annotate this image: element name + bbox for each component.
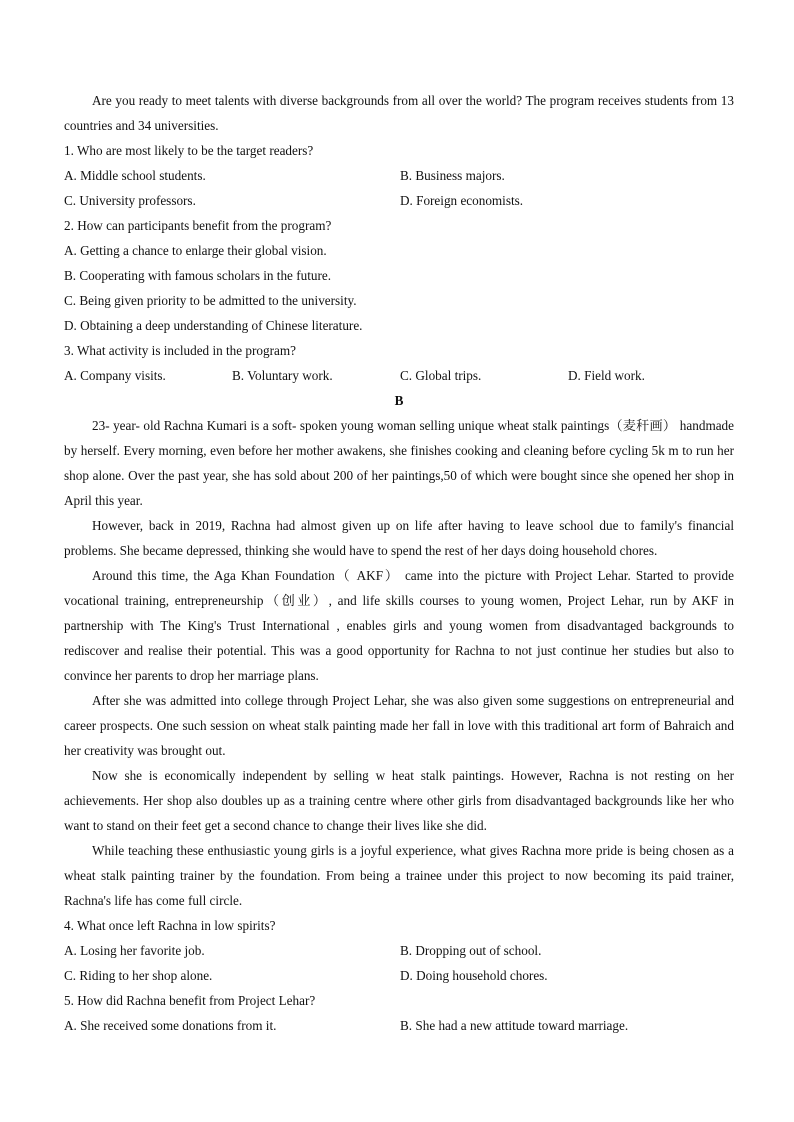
question-1-option-a: A. Middle school students. bbox=[64, 168, 206, 183]
question-5-option-b: B. She had a new attitude toward marriage. bbox=[400, 1018, 629, 1033]
passage-b-paragraph-3: Around this time, the Aga Khan Foundation（ AKF） came into the picture with Project Lehar. Started to provide vocational training, entrepreneurship（创业）, and life skills courses to young women, Project Lehar, run by AKF in partnership with The King's Trust International , enables girls and young women from disadvantaged backgrounds to rediscover and realise their potential. This was a good opportunity for Rachna to not just continue her studies but also to convince her parents to drop her marriage plans. bbox=[64, 568, 734, 683]
passage-b-paragraph-5: Now she is economically independent by selling w heat stalk paintings. However, Rachna is not resting on her achievements. Her shop also doubles up as a training centre where other girls from disadvantaged backgrounds like her who want to stand on their feet get a second chance to change their lives like she did. bbox=[64, 768, 734, 833]
question-3-option-b: B. Voluntary work. bbox=[232, 368, 333, 383]
question-1-options-row-1 bbox=[64, 163, 734, 188]
question-3-option-c: C. Global trips. bbox=[400, 368, 482, 383]
question-1-option-b: B. Business majors. bbox=[400, 168, 505, 183]
section-b-heading: B bbox=[394, 393, 404, 408]
question-2-stem: 2. How can participants benefit from the program? bbox=[64, 218, 332, 233]
question-2-option-b: B. Cooperating with famous scholars in the future. bbox=[64, 268, 331, 283]
exam-page bbox=[64, 88, 734, 1038]
question-2-option-a: A. Getting a chance to enlarge their global vision. bbox=[64, 243, 327, 258]
question-4-option-b: B. Dropping out of school. bbox=[400, 943, 542, 958]
question-4-option-a: A. Losing her favorite job. bbox=[64, 943, 205, 958]
question-1-option-c: C. University professors. bbox=[64, 193, 196, 208]
question-1-options-row-2 bbox=[64, 188, 734, 213]
question-5-option-a: A. She received some donations from it. bbox=[64, 1018, 277, 1033]
question-5-stem: 5. How did Rachna benefit from Project Lehar? bbox=[64, 993, 316, 1008]
question-4-options-row-2 bbox=[64, 963, 734, 988]
passage-b-paragraph-6: While teaching these enthusiastic young girls is a joyful experience, what gives Rachna more pride is being chosen as a wheat stalk painting trainer by the foundation. From being a trainee under this project to now becoming its paid trainer, Rachna's life has come full circle. bbox=[64, 843, 734, 908]
question-4-options-row-1 bbox=[64, 938, 734, 963]
question-2-option-c: C. Being given priority to be admitted to the university. bbox=[64, 293, 357, 308]
question-1-stem: 1. Who are most likely to be the target readers? bbox=[64, 143, 314, 158]
question-4-option-c: C. Riding to her shop alone. bbox=[64, 968, 213, 983]
question-4-stem: 4. What once left Rachna in low spirits? bbox=[64, 918, 276, 933]
question-1-option-d: D. Foreign economists. bbox=[400, 193, 524, 208]
passage-b-paragraph-4: After she was admitted into college through Project Lehar, she was also given some suggestions on entrepreneurial and career prospects. One such session on wheat stalk painting made her fall in love with this traditional art form of Bahraich and her creativity was brought out. bbox=[64, 693, 734, 758]
passage-b-paragraph-2: However, back in 2019, Rachna had almost given up on life after having to leave school due to family's financial problems. She became depressed, thinking she would have to spend the rest of her days doing household chores. bbox=[64, 518, 734, 558]
question-3-option-d: D. Field work. bbox=[568, 368, 645, 383]
question-2-option-d: D. Obtaining a deep understanding of Chinese literature. bbox=[64, 318, 363, 333]
passage-b-paragraph-1: 23- year- old Rachna Kumari is a soft- spoken young woman selling unique wheat stalk paintings（麦秆画） handmade by herself. Every morning, even before her mother awakens, she finishes cooking and cleaning before cycling 5k m to run her shop alone. Over the past year, she has sold about 200 of her paintings,50 of which were bought since she opened her shop in April this year. bbox=[64, 418, 734, 508]
question-3-option-a: A. Company visits. bbox=[64, 368, 166, 383]
question-3-stem: 3. What activity is included in the program? bbox=[64, 343, 296, 358]
question-5-options-row-1 bbox=[64, 1013, 734, 1038]
question-4-option-d: D. Doing household chores. bbox=[400, 968, 548, 983]
question-3-options-row bbox=[64, 363, 734, 388]
passage-a-closing-paragraph: Are you ready to meet talents with diverse backgrounds from all over the world? The program receives students from 13 countries and 34 universities. bbox=[64, 93, 734, 133]
